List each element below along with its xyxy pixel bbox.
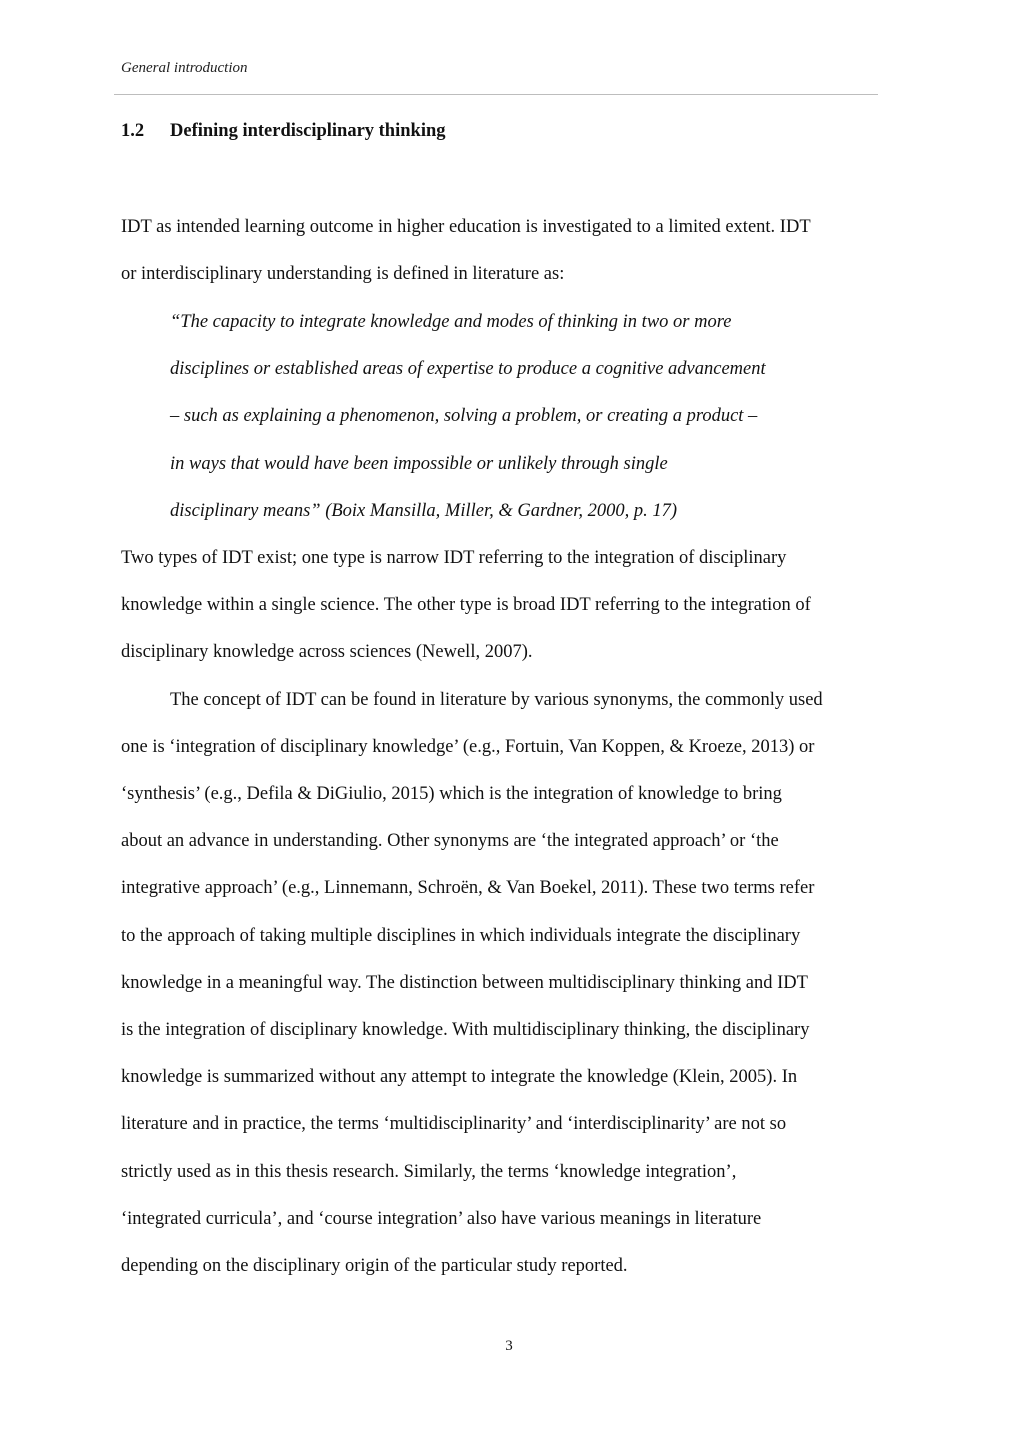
paragraph-line: one is ‘integration of disciplinary knowledge’ (e.g., Fortuin, Van Koppen, & Kroeze, 2013) or	[121, 737, 815, 757]
header-rule	[114, 94, 878, 95]
paragraph-line: literature and in practice, the terms ‘multidisciplinarity’ and ‘interdisciplinarity’ are not so	[121, 1114, 787, 1134]
paragraph-line: knowledge in a meaningful way. The distinction between multidisciplinary thinking and IDT	[121, 973, 808, 993]
paragraph-line: knowledge is summarized without any attempt to integrate the knowledge (Klein, 2005). In	[121, 1067, 798, 1087]
quote-line: in ways that would have been impossible or unlikely through single	[170, 454, 668, 474]
paragraph-line: ‘integrated curricula’, and ‘course integration’ also have various meanings in literature	[121, 1209, 762, 1229]
page-number: 3	[505, 1338, 513, 1354]
paragraph-line: ‘synthesis’ (e.g., Defila & DiGiulio, 2015) which is the integration of knowledge to bring	[121, 784, 782, 804]
section-heading	[121, 121, 446, 142]
quote-line: disciplines or established areas of expertise to produce a cognitive advancement	[170, 359, 766, 379]
running-header: General introduction	[121, 60, 248, 76]
paragraph-line: integrative approach’ (e.g., Linnemann, Schroën, & Van Boekel, 2011). These two terms refer	[121, 878, 815, 898]
paragraph-line: depending on the disciplinary origin of the particular study reported.	[121, 1256, 628, 1276]
paragraph-line: knowledge within a single science. The other type is broad IDT referring to the integration of	[121, 595, 811, 615]
paragraph-line: Two types of IDT exist; one type is narrow IDT referring to the integration of disciplinary	[121, 548, 787, 568]
quote-line: disciplinary means” (Boix Mansilla, Miller, & Gardner, 2000, p. 17)	[170, 501, 678, 521]
intro-line: IDT as intended learning outcome in higher education is investigated to a limited extent. IDT	[121, 217, 811, 237]
section-number: 1.2	[121, 121, 145, 141]
quote-line: “The capacity to integrate knowledge and modes of thinking in two or more	[170, 312, 732, 332]
section-title: Defining interdisciplinary thinking	[170, 121, 446, 141]
intro-line: or interdisciplinary understanding is defined in literature as:	[121, 264, 565, 284]
paragraph-line: is the integration of disciplinary knowledge. With multidisciplinary thinking, the disciplinary	[121, 1020, 810, 1040]
quote-line: – such as explaining a phenomenon, solving a problem, or creating a product –	[170, 406, 758, 426]
paragraph-line: to the approach of taking multiple disciplines in which individuals integrate the disciplinary	[121, 926, 801, 946]
paragraph-line: about an advance in understanding. Other synonyms are ‘the integrated approach’ or ‘the	[121, 831, 779, 851]
paragraph-line: strictly used as in this thesis research. Similarly, the terms ‘knowledge integration’,	[121, 1162, 737, 1182]
paragraph-line: disciplinary knowledge across sciences (Newell, 2007).	[121, 642, 533, 662]
paragraph-line: The concept of IDT can be found in literature by various synonyms, the commonly used	[170, 690, 823, 710]
